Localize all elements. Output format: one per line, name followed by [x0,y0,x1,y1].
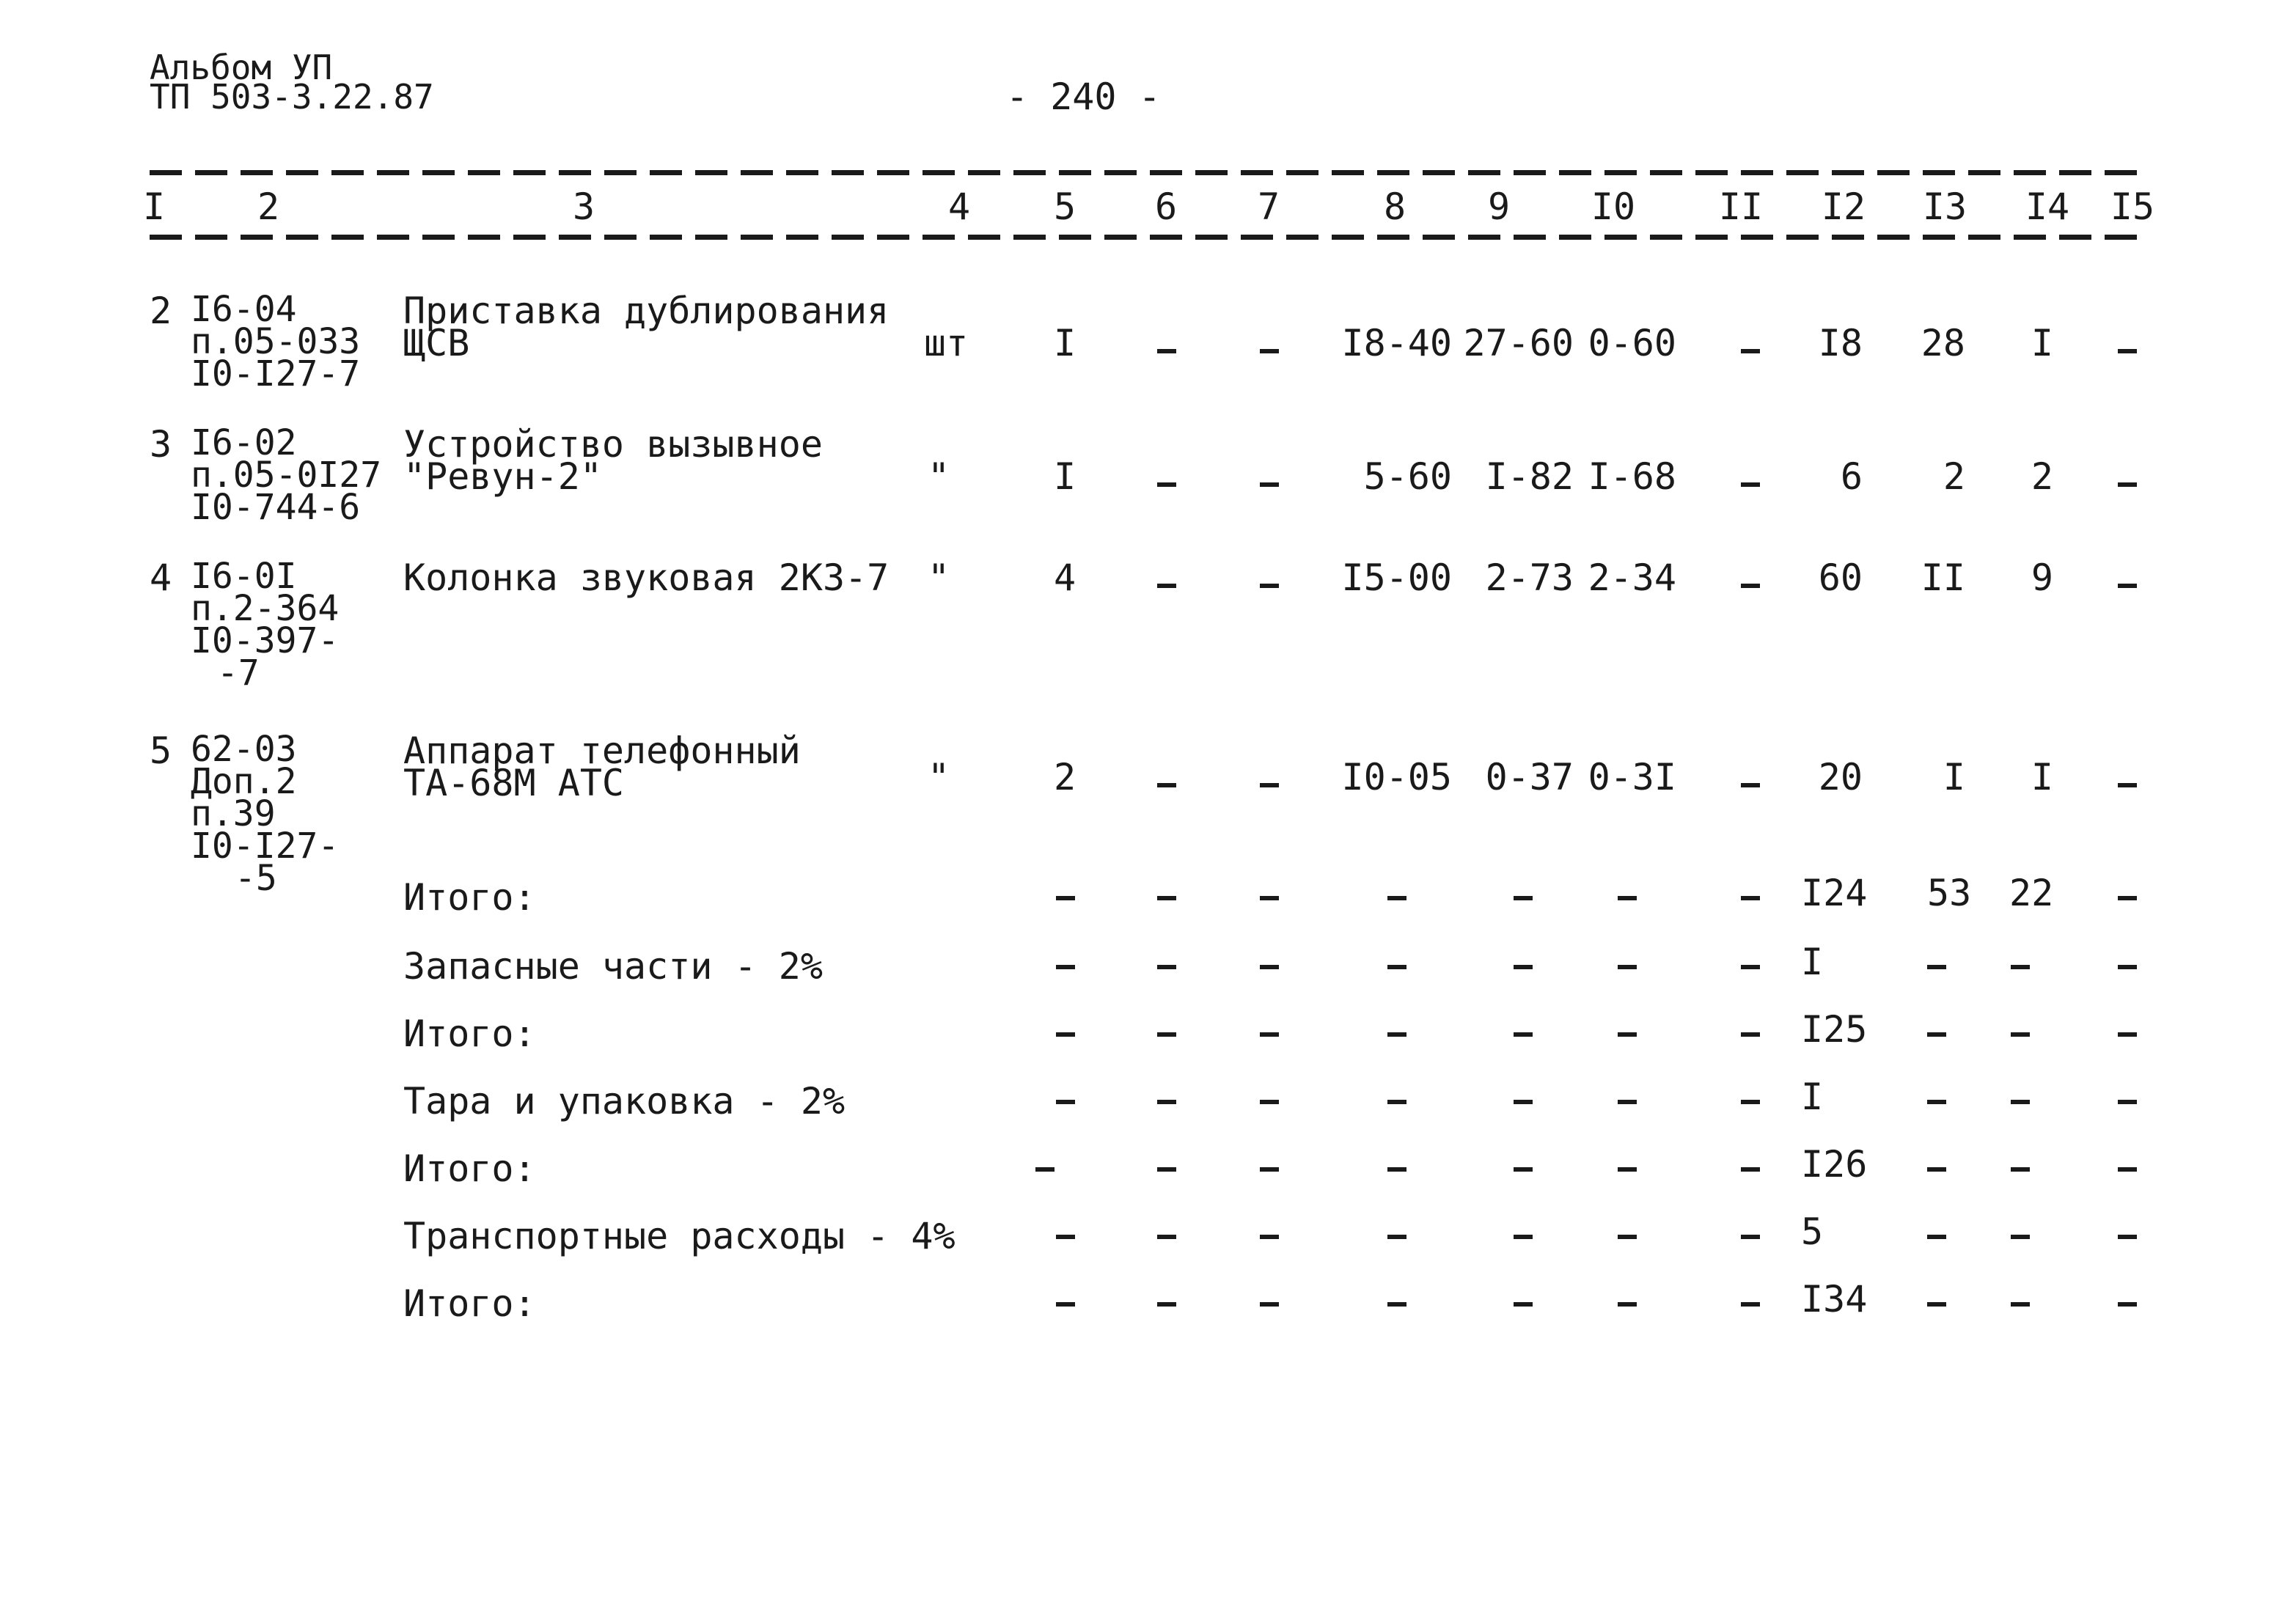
dash-mark [1387,1032,1406,1037]
row-code-line: 62-03 [191,729,297,770]
dash-mark [1157,349,1176,353]
dash-mark [2118,1302,2137,1307]
row-code-line: -7 [217,653,260,694]
row-code-line: I6-02 [191,422,297,463]
dash-mark [1157,1302,1176,1307]
row-qty: I [1053,322,1077,364]
dash-mark [1618,1235,1637,1239]
dash-mark [1741,1100,1760,1104]
dash-mark [2011,1100,2030,1104]
row-c10: 0-3I [1588,756,1676,798]
dash-mark [1741,896,1760,900]
row-code-line: I6-04 [191,289,297,330]
dash-mark [1927,1235,1946,1239]
dash-mark [1927,1032,1946,1037]
row-name-line: ТА-68М АТС [403,762,625,804]
row-unit: " [927,756,950,798]
summary-label: Итого: [403,1282,536,1325]
row-name-line: Колонка звуковая 2КЗ-7 [403,556,890,599]
row-c9: 0-37 [1485,756,1574,798]
dash-mark [1927,1100,1946,1104]
dash-mark [1387,1100,1406,1104]
row-name-line: "Ревун-2" [403,455,602,498]
row-c8: I8-40 [1341,322,1452,364]
dash-mark [2118,1167,2137,1172]
col-header-14: I4 [2025,185,2070,228]
col-header-15: I5 [2110,185,2155,228]
dash-mark [1035,1167,1055,1172]
row-name-line: Аппарат телефонный [403,730,801,772]
dash-mark [1157,783,1176,787]
dash-mark [1056,1100,1075,1104]
summary-label: Транспортные расходы - 4% [403,1215,956,1257]
dash-mark [1260,1167,1279,1172]
row-c10: 0-60 [1588,322,1676,364]
row-c12: 20 [1818,756,1863,798]
dash-mark [1260,1302,1279,1307]
col-header-8: 8 [1383,185,1406,228]
row-number: 5 [150,730,172,772]
dash-mark [1387,1302,1406,1307]
row-number: 3 [150,423,172,466]
row-c10: I-68 [1588,455,1676,498]
dash-mark [1618,1167,1637,1172]
dash-mark [1056,896,1075,900]
col-header-12: I2 [1821,185,1866,228]
summary-c12: I34 [1801,1278,1868,1320]
dash-mark [2118,783,2137,787]
row-code-line: I0-I27- [191,826,340,867]
dash-mark [1618,1100,1637,1104]
summary-c12: I26 [1801,1143,1868,1186]
summary-label: Итого: [403,1013,536,1055]
summary-c14: 22 [2009,872,2054,914]
row-c14: I [2031,322,2053,364]
col-header-11: II [1718,185,1764,228]
row-code-line: п.05-0I27 [191,455,382,496]
col-header-1: I [142,185,166,228]
row-code-line: Доп.2 [191,761,297,802]
dash-mark [1618,1032,1637,1037]
row-c9: I-82 [1485,455,1574,498]
dash-mark [1260,896,1279,900]
dash-mark [2118,965,2137,969]
summary-label: Запасные части - 2% [403,945,823,988]
row-name-line: Приставка дублирования [403,290,890,332]
dash-mark [1618,1302,1637,1307]
row-name-line: Устройство вызывное [403,423,823,466]
dash-mark [2118,1100,2137,1104]
summary-label: Тара и упаковка - 2% [403,1080,846,1122]
row-unit: " [927,455,950,498]
dash-mark [1260,1100,1279,1104]
dash-mark [2118,1235,2137,1239]
dash-mark [1260,482,1279,487]
row-name-line: ЩСВ [403,322,470,364]
dash-mark [1157,482,1176,487]
dash-mark [1387,965,1406,969]
row-unit: " [927,556,950,599]
row-qty: 2 [1053,756,1077,798]
dash-mark [1260,1032,1279,1037]
dash-mark [1927,1302,1946,1307]
dash-mark [1741,965,1760,969]
row-c12: 6 [1840,455,1863,498]
dash-mark [1741,1032,1760,1037]
dash-mark [2118,584,2137,588]
dash-mark [1157,1167,1176,1172]
row-c8: 5-60 [1363,455,1452,498]
dash-mark [1157,965,1176,969]
dash-mark [1514,1100,1533,1104]
summary-c12: I24 [1801,872,1868,914]
col-header-13: I3 [1922,185,1967,228]
dash-mark [1514,896,1533,900]
dash-mark [1741,349,1760,353]
dash-mark [1741,1167,1760,1172]
dash-mark [1260,349,1279,353]
row-c8: I0-05 [1341,756,1452,798]
row-code-line: п.2-364 [191,588,340,629]
col-header-9: 9 [1487,185,1511,228]
row-unit: шт [923,322,969,364]
dash-mark [1618,896,1637,900]
row-c14: 9 [2031,556,2053,599]
row-c9: 27-60 [1463,322,1574,364]
dash-mark [1618,965,1637,969]
summary-c12: I25 [1801,1008,1868,1051]
dash-mark [2011,1302,2030,1307]
row-c13: I [1943,756,1965,798]
summary-label: Итого: [403,1147,536,1190]
dash-mark [1056,1032,1075,1037]
row-code-line: -5 [235,858,277,899]
dash-mark [1157,1032,1176,1037]
dash-mark [1741,584,1760,588]
dash-mark [2118,482,2137,487]
row-c12: 60 [1818,556,1863,599]
dash-mark [1514,965,1533,969]
dash-mark [1056,965,1075,969]
dash-mark [1927,965,1946,969]
col-header-5: 5 [1053,185,1077,228]
row-code-line: I0-I27-7 [191,353,361,394]
dash-mark [2011,1167,2030,1172]
col-header-6: 6 [1154,185,1178,228]
col-header-3: 3 [572,185,595,228]
row-qty: I [1053,455,1077,498]
dash-mark [1056,1235,1075,1239]
dash-mark [1387,896,1406,900]
summary-c12: I [1801,941,1824,983]
row-c13: II [1921,556,1965,599]
col-header-7: 7 [1257,185,1280,228]
dash-mark [1260,965,1279,969]
summary-c13: 53 [1927,872,1972,914]
dash-mark [1514,1302,1533,1307]
dash-mark [1260,584,1279,588]
row-c14: I [2031,756,2053,798]
dash-mark [1741,482,1760,487]
dash-mark [1056,1302,1075,1307]
dash-mark [1260,1235,1279,1239]
col-header-4: 4 [947,185,971,228]
row-c8: I5-00 [1341,556,1452,599]
row-c13: 2 [1943,455,1965,498]
header-top-rule [150,170,2138,175]
dash-mark [2118,349,2137,353]
summary-c12: 5 [1801,1210,1824,1253]
row-c10: 2-34 [1588,556,1676,599]
row-c14: 2 [2031,455,2053,498]
dash-mark [1514,1167,1533,1172]
col-header-10: I0 [1591,185,1636,228]
dash-mark [1741,783,1760,787]
dash-mark [1741,1302,1760,1307]
col-header-2: 2 [257,185,280,228]
dash-mark [2118,1032,2137,1037]
summary-c12: I [1801,1076,1824,1118]
header-bottom-rule [150,235,2138,240]
project-code: ТП 503-3.22.87 [150,77,434,117]
row-code-line: п.05-033 [191,321,361,362]
dash-mark [1157,896,1176,900]
dash-mark [2118,896,2137,900]
summary-label: Итого: [403,876,536,919]
dash-mark [1157,1235,1176,1239]
row-c9: 2-73 [1485,556,1574,599]
dash-mark [1157,1100,1176,1104]
dash-mark [1157,584,1176,588]
row-number: 2 [150,290,172,332]
dash-mark [2011,1032,2030,1037]
dash-mark [2011,1235,2030,1239]
album-label: Альбом УП [150,48,333,87]
row-code-line: п.39 [191,793,276,834]
row-c12: I8 [1818,322,1863,364]
row-c13: 28 [1921,322,1965,364]
dash-mark [1741,1235,1760,1239]
page-number: - 240 - [1006,76,1161,118]
dash-mark [1927,1167,1946,1172]
row-code-line: I0-744-6 [191,487,361,528]
dash-mark [1260,783,1279,787]
dash-mark [1514,1235,1533,1239]
dash-mark [2011,965,2030,969]
row-code-line: I0-397- [191,620,340,661]
dash-mark [1387,1167,1406,1172]
dash-mark [1387,1235,1406,1239]
row-number: 4 [150,556,172,599]
dash-mark [1514,1032,1533,1037]
row-code-line: I6-0I [191,556,297,597]
row-qty: 4 [1053,556,1077,599]
